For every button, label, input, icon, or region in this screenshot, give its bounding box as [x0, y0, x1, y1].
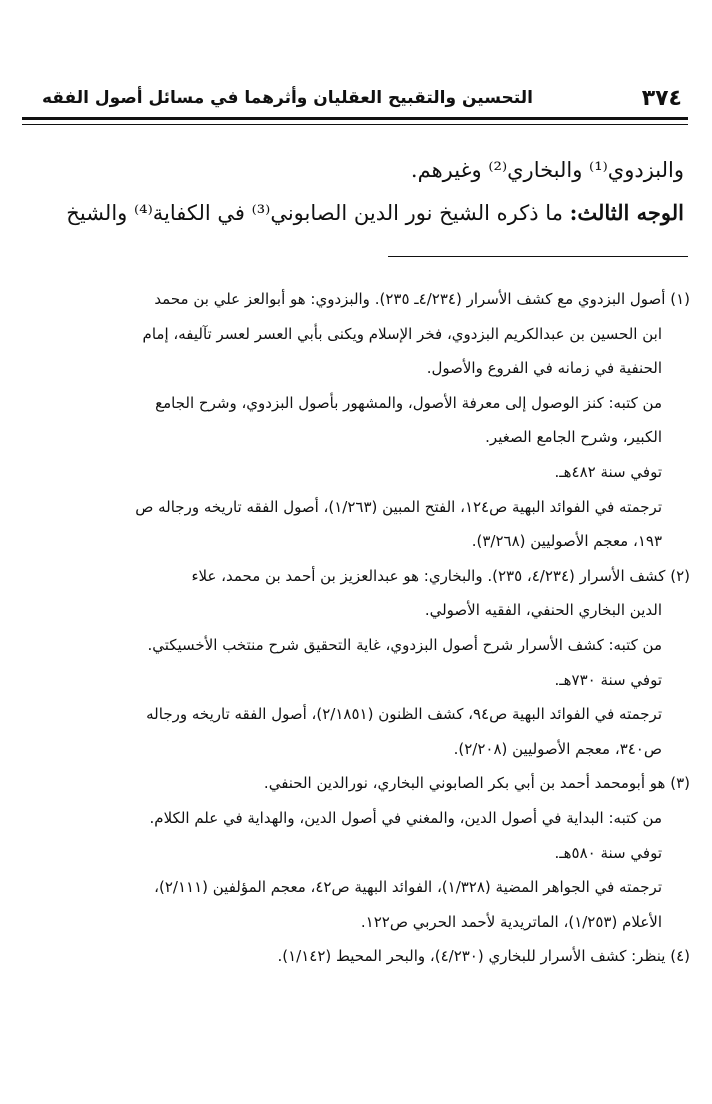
footnote-separator [388, 256, 688, 257]
footnote-line: ١٩٣، معجم الأصوليين (٣/٢٦٨). [471, 532, 662, 551]
footnote-line: توفي سنة ٥٨٠هـ. [554, 843, 662, 862]
footnote-line: من كتبه: كشف الأسرار شرح أصول البزدوي، غاية التحقيق شرح منتخب الأخسيكتي. [147, 635, 662, 654]
body-line-1 [84, 158, 684, 182]
page-number: ٣٧٤ [641, 86, 682, 111]
running-title: التحسين والتقبيح العقليان وأثرهما في مسائل أصول الفقه [42, 88, 533, 108]
footnote-line: الدين البخاري الحنفي، الفقيه الأصولي. [424, 601, 662, 620]
footnote-line: ابن الحسين بن عبدالكريم البزدوي، فخر الإسلام ويكنى بأبي العسر لعسر تآليفه، إمام [142, 324, 662, 343]
header-rule-thin [22, 124, 688, 125]
header-rule-thick [22, 117, 688, 120]
body-text-line-1: والبزدوي⁽¹⁾ والبخاري⁽²⁾ وغيرهم. [410, 158, 684, 182]
page-header [20, 80, 692, 116]
section-heading: الوجه الثالث: [569, 200, 684, 225]
footnote-line: ترجمته في الفوائد البهية ص١٢٤، الفتح المبين (١/٢٦٣)، أصول الفقه تاريخه ورجاله ص [135, 497, 662, 516]
footnote-line: الحنفية في زمانه في الفروع والأصول. [426, 359, 662, 378]
footnote-line: من كتبه: كنز الوصول إلى معرفة الأصول، والمشهور بأصول البزدوي، وشرح الجامع [155, 393, 662, 412]
footnote-line: (١) أصول البزدوي مع كشف الأسرار (٤/٢٣٤ـ ٢٣٥). والبزدوي: هو أبوالعز علي بن محمد [154, 290, 690, 308]
footnote-line: ص٣٤٠، معجم الأصوليين (٢/٢٠٨). [453, 739, 662, 758]
footnote-line: (٤) ينظر: كشف الأسرار للبخاري (٤/٢٣٠)، والبحر المحيط (١/١٤٢). [277, 947, 690, 966]
footnote-line: الكبير، وشرح الجامع الصغير. [485, 428, 662, 447]
footnote-line: توفي سنة ٤٨٢هـ. [554, 462, 662, 481]
footnote-line: ترجمته في الفوائد البهية ص٩٤، كشف الظنون (٢/١٨٥١)، أصول الفقه تاريخه ورجاله [146, 705, 662, 724]
footnote-line: (٣) هو أبومحمد أحمد بن أبي بكر الصابوني البخاري، نورالدين الحنفي. [263, 774, 690, 793]
footnote-line: من كتبه: البداية في أصول الدين، والمغني في أصول الدين، والهداية في علم الكلام. [149, 808, 662, 827]
footnote-line: ترجمته في الجواهر المضية (١/٣٢٨)، الفوائد البهية ص٤٢، معجم المؤلفين (٢/١١١)، [154, 878, 662, 897]
footnote-line: توفي سنة ٧٣٠هـ. [554, 670, 662, 689]
body-line-2 [66, 200, 684, 225]
footnotes [22, 282, 690, 974]
footnote-line: الأعلام (١/٢٥٣)، الماتريدية لأحمد الحربي ص١٢٢. [360, 912, 662, 931]
footnote-line: (٢) كشف الأسرار (٤/٢٣٤، ٢٣٥). والبخاري: هو عبدالعزيز بن أحمد بن محمد، علاء [191, 566, 690, 585]
body-text-line-2: ما ذكره الشيخ نور الدين الصابوني⁽³⁾ في الكفاية⁽⁴⁾ والشيخ [66, 201, 570, 225]
